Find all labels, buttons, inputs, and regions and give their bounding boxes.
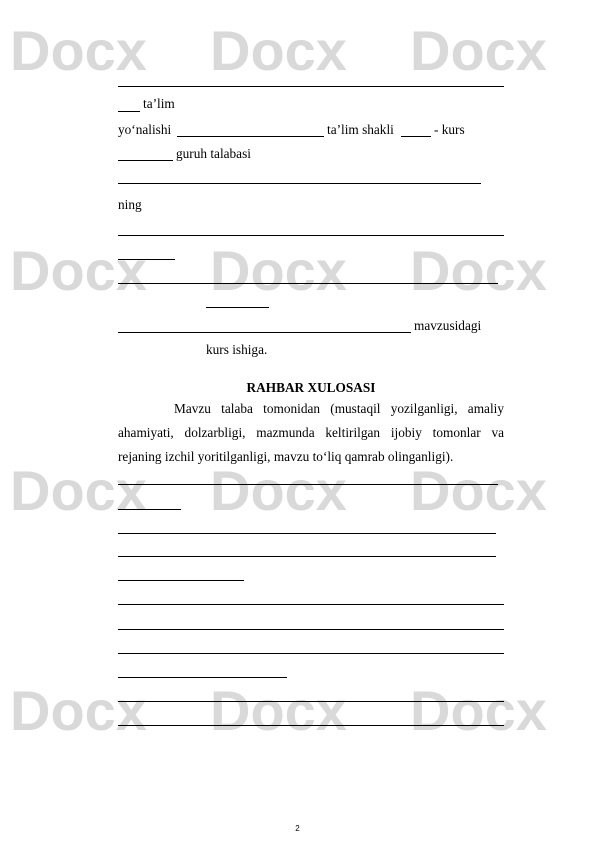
ning-label: ning (118, 197, 142, 212)
blank-line (118, 509, 181, 510)
blank-line (118, 629, 504, 630)
kurs-ishiga-label: kurs ishiga. (206, 342, 268, 357)
watermark-text: Docx (10, 679, 147, 742)
blank-line (118, 580, 244, 581)
page-number: 2 (295, 824, 300, 833)
section-title: RAHBAR XULOSASI (246, 380, 376, 395)
blank-line (118, 604, 504, 605)
blank-line (401, 136, 431, 137)
blank-line (118, 235, 504, 236)
watermark-text: Docx (410, 459, 547, 522)
blank-line (118, 701, 504, 702)
watermark-text: Docx (210, 459, 347, 522)
yonalishi-label: yo‘nalishi (118, 122, 172, 137)
blank-line (118, 653, 504, 654)
watermark-text: Docx (210, 19, 347, 82)
blank-line (118, 259, 175, 260)
blank-line (118, 556, 496, 557)
talim-shakli-label: ta’lim shakli (327, 122, 394, 137)
kurs-label: - kurs (434, 122, 465, 137)
mavzusidagi-label: mavzusidagi (414, 318, 482, 333)
watermark-text: Docx (410, 679, 547, 742)
watermark-text: Docx (410, 239, 547, 302)
blank-line (118, 725, 504, 726)
watermark-text: Docx (210, 239, 347, 302)
watermark-text: Docx (410, 19, 547, 82)
watermark-text: Docx (210, 679, 347, 742)
blank-line (118, 533, 496, 534)
blank-line (118, 283, 498, 284)
blank-line (118, 86, 504, 87)
blank-line (118, 677, 287, 678)
blank-line (118, 332, 411, 333)
guruh-label: guruh talabasi (176, 146, 251, 161)
talim-label: ta’lim (143, 96, 175, 111)
watermark-text: Docx (10, 239, 147, 302)
body-paragraph: Mavzu talaba tomonidan (mustaqil yozilganligi, amaliy ahamiyati, dolzarbligi, mazmunda keltirilgan ijobiy tomonlar va rejaning izchil yoritilganligi, mavzu to‘liq qamrab olinganligi). (118, 401, 504, 464)
blank-line (118, 160, 173, 161)
blank-line (118, 484, 498, 485)
watermark-text: Docx (10, 19, 147, 82)
blank-line (177, 136, 324, 137)
watermark-text: Docx (10, 459, 147, 522)
blank-line (118, 111, 140, 112)
blank-line (206, 307, 269, 308)
blank-line (118, 183, 481, 184)
